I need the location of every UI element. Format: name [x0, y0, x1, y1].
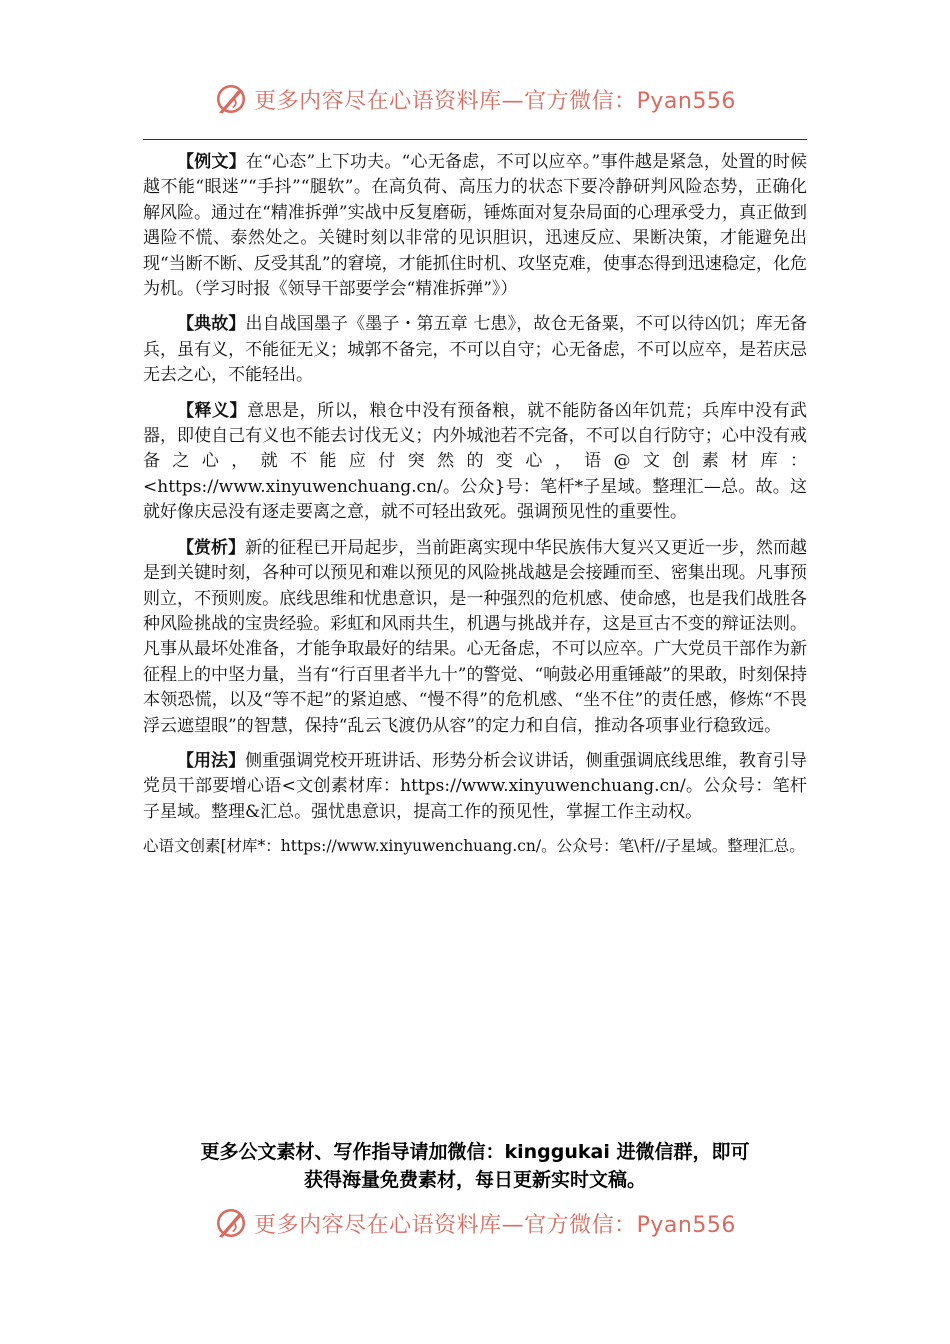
paragraph-text: 意思是，所以，粮仓中没有预备粮，就不能防备凶年饥荒；兵库中没有武器，即使自己有义也不能去讨伐无义；内外城池若不完备，不可以自行防守；心中没有戒备之心，就不能应付突然的变心，语@文创素材库：<https://www.xinyuwenchuang.cn/。公众}号：笔杆*子星域。整理汇—总。故。这就好像庆忌没有逐走要离之意，就不可轻出致死。强调预见性的重要性。 [143, 400, 808, 523]
paragraph-tag: 【典故】 [177, 314, 246, 335]
paragraph-tag: 【例文】 [177, 152, 246, 172]
footer-brand [214, 1206, 736, 1240]
header-brand-text: 更多内容尽在心语资料库—官方微信：Pyan556 [254, 88, 736, 114]
paragraph-text: 侧重强调党校开班讲话、形势分析会议讲话，侧重强调底线思维，教育引导党员干部要增心语<文创素材库：https://www.xinyuwenchuang.cn/。公众号：笔杆子星域。整理&汇总。强忧患意识，提高工作的预见性，掌握工作主动权。 [143, 750, 808, 822]
header-divider [143, 139, 807, 140]
pen-logo-icon [214, 82, 248, 116]
paragraph-example [143, 150, 807, 302]
paragraph-text: 新的征程已开局起步，当前距离实现中华民族伟大复兴又更近一步，然而越是到关键时刻，各种可以预见和难以预见的风险挑战越是会接踵而至、密集出现。凡事预则立，不预则废。底线思维和忧患意识，是一种强烈的危机感、使命感，也是我们战胜各种风险挑战的宝贵经验。彩虹和风雨共生，机遇与挑战并存，这是亘古不变的辩证法则。凡事从最坏处准备，才能争取最好的结果。心无备虑，不可以应卒。广大党员干部作为新征程上的中坚力量，当有“行百里者半九十”的警觉、“响鼓必用重锤敲”的果敢，时刻保持本领恐慌，以及“等不起”的紧迫感、“慢不得”的危机感、“坐不住”的责任感，修炼“不畏浮云遮望眼”的智慧，保持“乱云飞渡仍从容”的定力和自信，推动各项事业行稳致远。 [143, 537, 808, 736]
paragraph-usage [143, 749, 807, 825]
paragraph-analysis [143, 536, 807, 739]
document-body [143, 150, 807, 857]
page-footer [0, 1206, 950, 1240]
source-note: 心语文创素[材库*：https://www.xinyuwenchuang.cn/。公众号：笔\杆//子星域。整理汇总。 [143, 837, 805, 856]
paragraph-text: 在“心态”上下功夫。“心无备虑，不可以应卒。”事件越是紧急，处置的时候越不能“眼迷”“手抖”“腿软”。在高负荷、高压力的状态下要冷静研判风险态势，正确化解风险。通过在“精准拆弹”实战中反复磨砺，锤炼面对复杂局面的心理承受力，真正做到遇险不慌、泰然处之。关键时刻以非常的见识胆识，迅速反应、果断决策，才能避免出现“当断不断、反受其乱”的窘境，才能抓住时机、攻坚克难，使事态得到迅速稳定，化危为机。（学习时报《领导干部要学会“精准拆弹”》） [143, 152, 807, 300]
header-brand [214, 82, 736, 116]
promo-line-2: 获得海量免费素材，每日更新实时文稿。 [303, 1169, 646, 1191]
footer-brand-text: 更多内容尽在心语资料库—官方微信：Pyan556 [254, 1212, 736, 1238]
paragraph-tag: 【用法】 [177, 750, 246, 771]
promo-banner [0, 1138, 950, 1194]
paragraph-text: 出自战国墨子《墨子・第五章 七患》，故仓无备粟，不可以待凶饥；库无备兵，虽有义，不能征无义；城郭不备完，不可以自守；心无备虑，不可以应卒，是若庆忌无去之心，不能轻出。 [143, 314, 808, 386]
paragraph-tag: 【赏析】 [177, 537, 246, 558]
paragraph-tag: 【释义】 [177, 400, 248, 421]
pen-logo-icon [214, 1206, 248, 1240]
promo-line-1: 更多公文素材、写作指导请加微信：kinggukai 进微信群，即可 [200, 1141, 750, 1163]
page-header [0, 82, 950, 116]
paragraph-meaning [143, 399, 807, 526]
paragraph-allusion [143, 312, 807, 388]
